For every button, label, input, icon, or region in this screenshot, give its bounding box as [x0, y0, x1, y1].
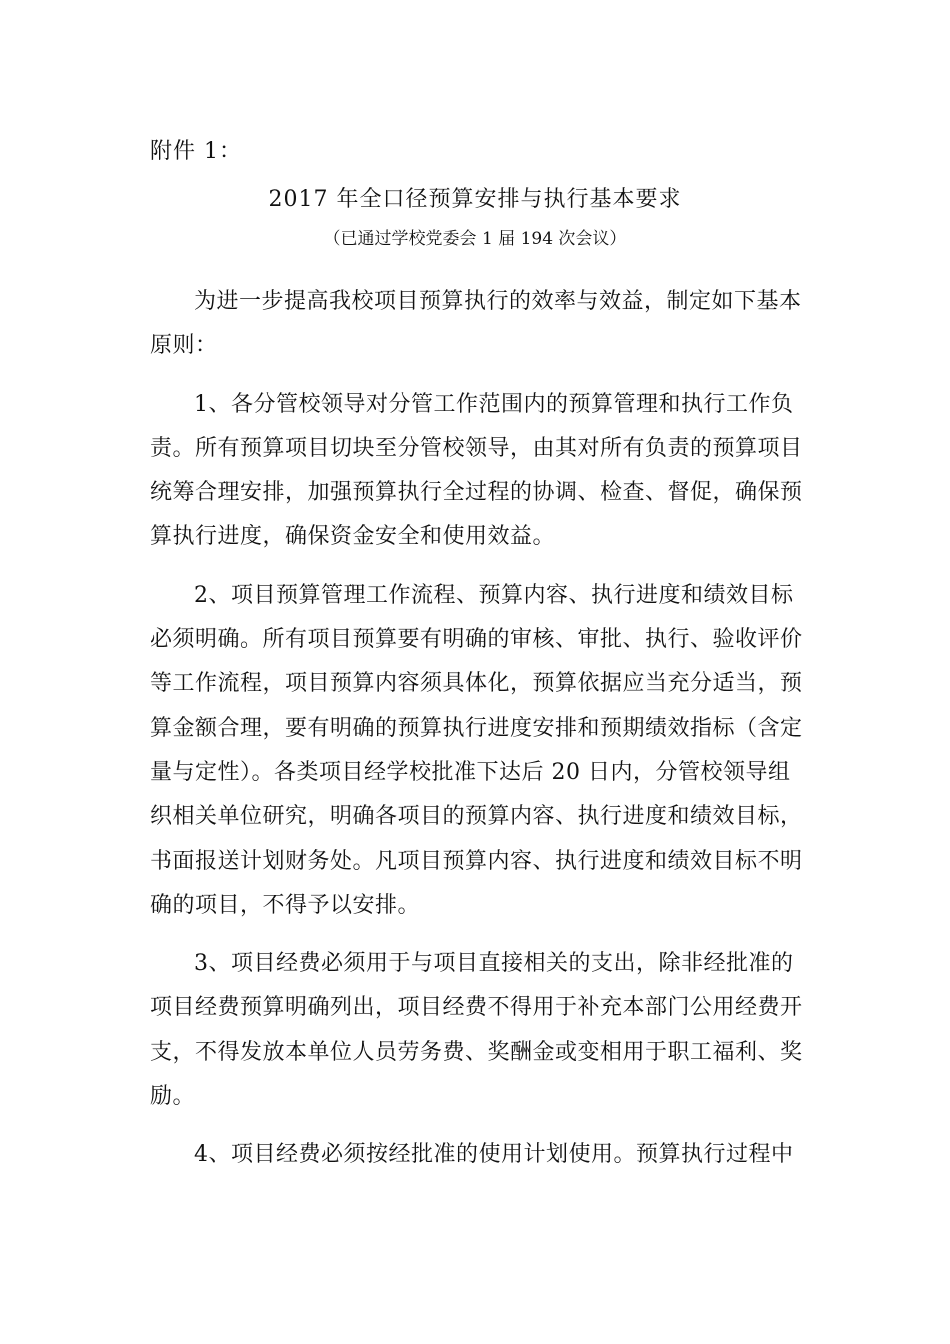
- text-line: 项目经费预算明确列出，项目经费不得用于补充本部门公用经费开: [150, 995, 803, 1021]
- text-line: 责。所有预算项目切块至分管校领导，由其对所有负责的预算项目: [150, 435, 803, 461]
- text-line: 原则：: [150, 333, 218, 359]
- text-line: 书面报送计划财务处。凡项目预算内容、执行进度和绩效目标不明: [150, 848, 803, 874]
- text-line: 织相关单位研究，明确各项目的预算内容、执行进度和绩效目标，: [150, 804, 803, 830]
- attachment-label: 附件 1：: [150, 139, 242, 164]
- text-line: 确的项目，不得予以安排。: [150, 892, 421, 918]
- text-line: 1、各分管校领导对分管工作范围内的预算管理和执行工作负: [194, 391, 794, 417]
- text-line: 3、项目经费必须用于与项目直接相关的支出，除非经批准的: [194, 951, 794, 977]
- document-body: [150, 280, 802, 1192]
- document-subtitle: （已通过学校党委会 1 届 194 次会议）: [323, 229, 627, 249]
- text-line: 4、项目经费必须按经批准的使用计划使用。预算执行过程中: [194, 1142, 794, 1168]
- text-line: 必须明确。所有项目预算要有明确的审核、审批、执行、验收评价: [150, 627, 803, 653]
- text-line: 励。: [150, 1084, 196, 1110]
- paragraph-item-4: [150, 1133, 802, 1177]
- text-line: 统筹合理安排，加强预算执行全过程的协调、检查、督促，确保预: [150, 480, 803, 506]
- text-line: 为进一步提高我校项目预算执行的效率与效益，制定如下基本: [194, 289, 802, 314]
- text-line: 算金额合理，要有明确的预算执行进度安排和预期绩效指标（含定: [150, 715, 803, 741]
- text-line: 算执行进度，确保资金安全和使用效益。: [150, 524, 556, 550]
- paragraph-item-3: [150, 942, 802, 1119]
- text-line: 量与定性）。各类项目经学校批准下达后 20 日内，分管校领导组: [150, 759, 791, 785]
- paragraph-item-1: [150, 383, 802, 560]
- text-line: 支，不得发放本单位人员劳务费、奖酬金或变相用于职工福利、奖: [150, 1039, 803, 1065]
- text-line: 等工作流程，项目预算内容须具体化，预算依据应当充分适当，预: [150, 671, 803, 697]
- document-title: 2017 年全口径预算安排与执行基本要求: [268, 187, 682, 212]
- paragraph-item-2: [150, 574, 802, 928]
- paragraph-intro: [150, 280, 802, 369]
- text-line: 2、项目预算管理工作流程、预算内容、执行进度和绩效目标: [194, 582, 794, 608]
